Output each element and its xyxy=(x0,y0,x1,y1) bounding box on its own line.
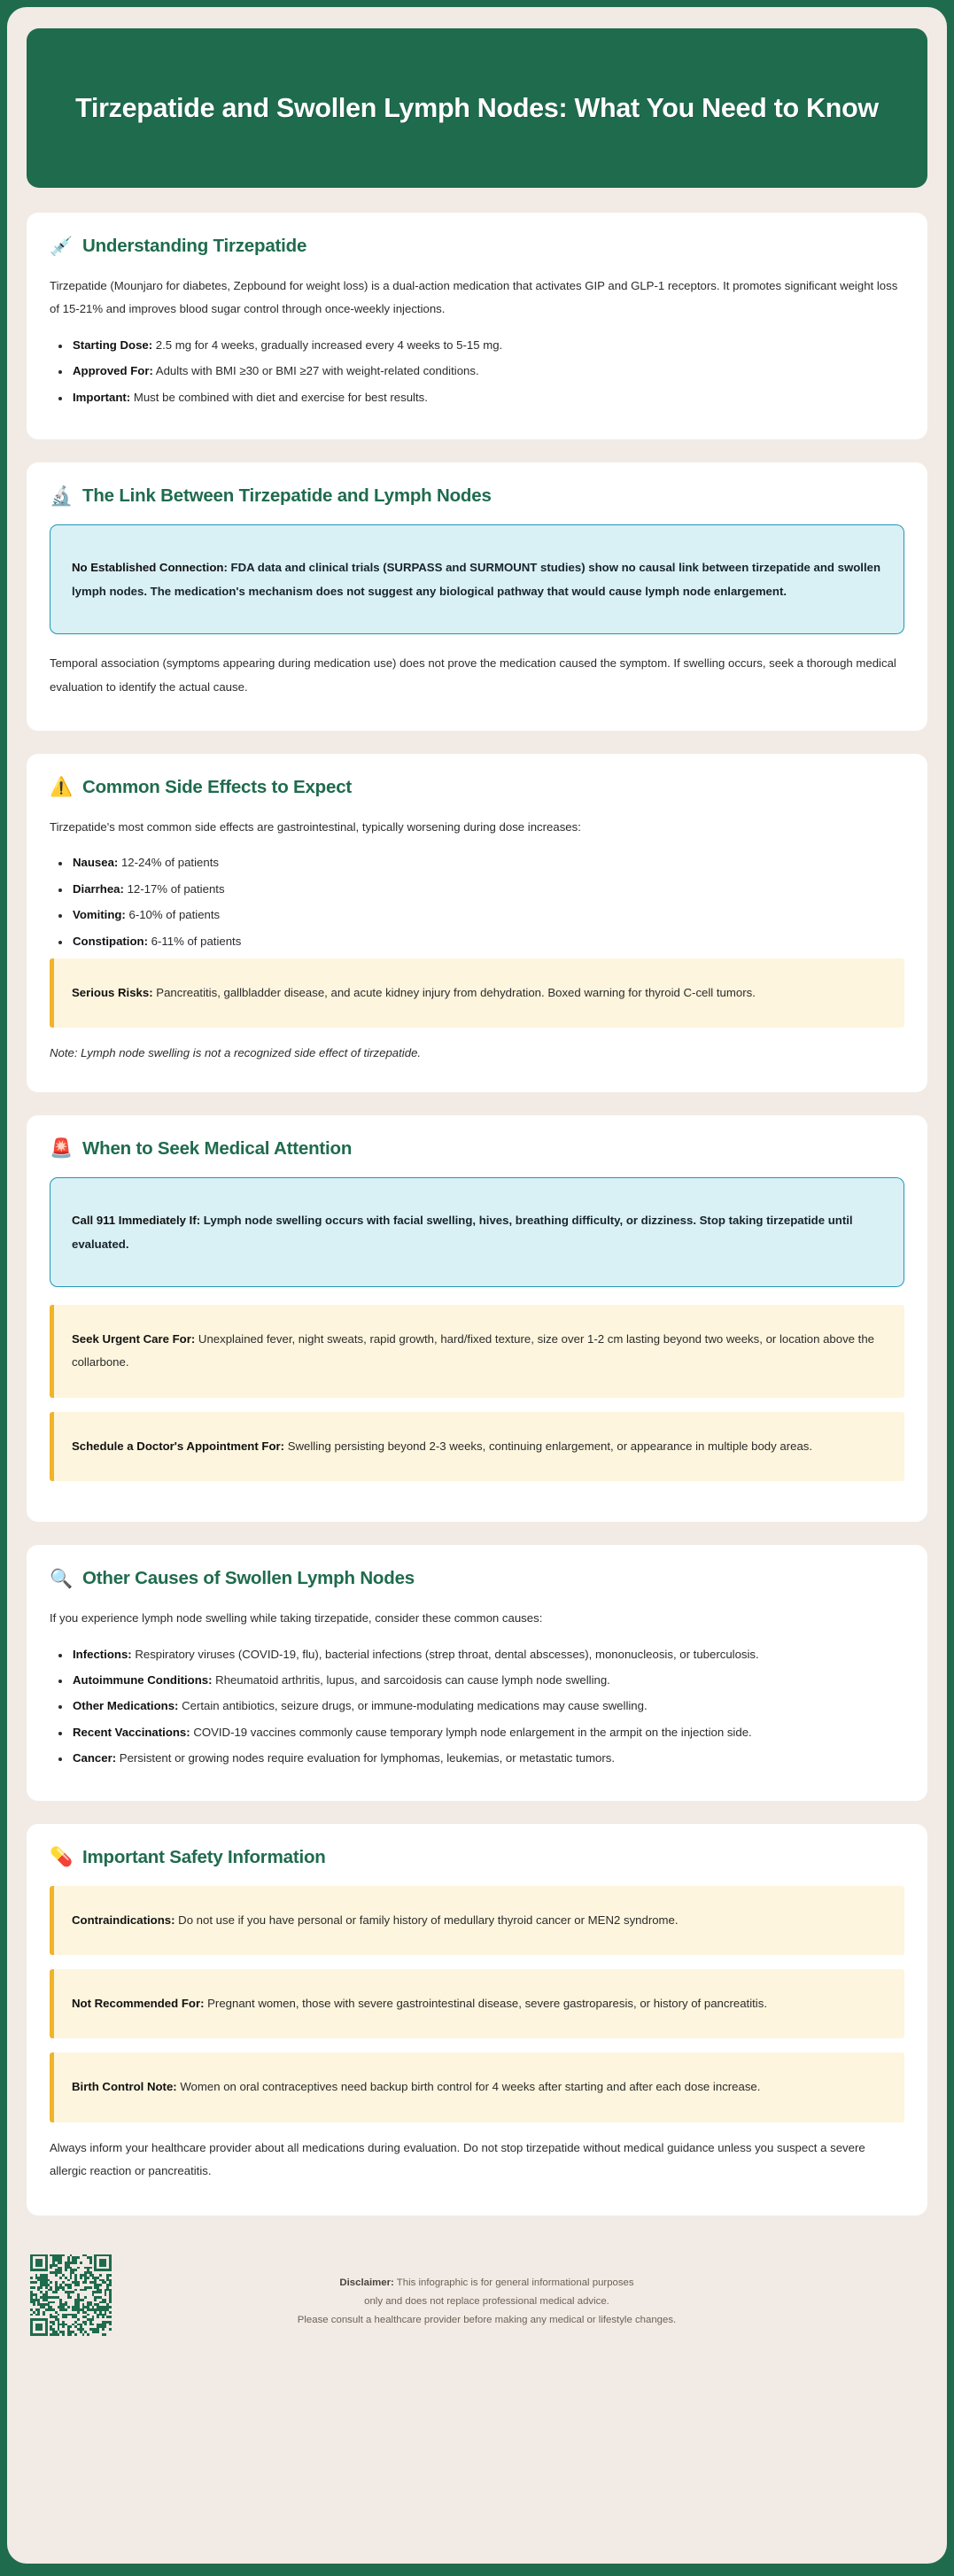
section-note: Note: Lymph node swelling is not a recognized side effect of tirzepatide. xyxy=(50,1046,422,1060)
section-other-causes xyxy=(27,1545,927,1800)
list-item-text: Respiratory viruses (COVID-19, flu), bacterial infections (strep throat, dental abscesses), mononucleosis, or tuberculosis. xyxy=(131,1647,759,1661)
list-item xyxy=(50,1669,904,1692)
info-callout-no-connection xyxy=(50,524,904,634)
section-understanding-tirzepatide xyxy=(27,213,927,439)
list-item-text: Must be combined with diet and exercise for best results. xyxy=(130,390,428,404)
callout-text xyxy=(72,982,885,1005)
section-when-to-seek-medical-attention xyxy=(27,1115,927,1522)
infographic-sheet xyxy=(7,7,947,2564)
callout-body: Pancreatitis, gallbladder disease, and acute kidney injury from dehydration. Boxed warning for thyroid C-cell tumors. xyxy=(152,986,756,999)
warning-callout-doctor-appointment xyxy=(50,1412,904,1481)
syringe-icon: 💉 xyxy=(50,236,74,257)
qr-code xyxy=(30,2254,112,2336)
warning-callout-urgent-care xyxy=(50,1305,904,1398)
callout-text xyxy=(72,1909,885,1932)
list-item-label: Diarrhea: xyxy=(73,881,124,896)
section-header xyxy=(50,1568,904,1589)
section-outro-text: Always inform your healthcare provider about all medications during evaluation. Do not stop tirzepatide without medical guidance unless you suspect a severe allergic reaction or pancreatitis. xyxy=(50,2140,865,2178)
list-item xyxy=(50,930,904,953)
list-item-text: COVID-19 vaccines commonly cause temporary lymph node enlargement in the armpit on the injection side. xyxy=(190,1725,752,1739)
section-title: When to Seek Medical Attention xyxy=(82,1137,353,1159)
list-item xyxy=(50,851,904,874)
list-item-label: Starting Dose: xyxy=(73,338,153,352)
emergency-light-icon: 🚨 xyxy=(50,1138,74,1160)
disclaimer-line-1 xyxy=(112,2274,862,2293)
list-item-label: Important: xyxy=(73,390,131,404)
callout-label: Serious Risks: xyxy=(72,986,153,999)
section-outro-text: Temporal association (symptoms appearing during medication use) does not prove the medication caused the symptom. If swelling occurs, seek a thorough medical evaluation to identify the actual cause. xyxy=(50,656,896,694)
callout-label: No Established Connection: xyxy=(72,561,228,575)
list-item xyxy=(50,1721,904,1744)
list-item-text: 6-11% of patients xyxy=(147,934,242,948)
section-header xyxy=(50,1847,904,1868)
disclaimer-label: Disclaimer: xyxy=(339,2277,394,2288)
warning-callout-birth-control xyxy=(50,2052,904,2122)
footer xyxy=(27,2238,927,2359)
list-item-label: Infections: xyxy=(73,1647,132,1661)
list-item xyxy=(50,904,904,927)
callout-label: Contraindications: xyxy=(72,1913,175,1927)
list-item xyxy=(50,334,904,357)
section-header xyxy=(50,236,904,257)
callout-body: Unexplained fever, night sweats, rapid growth, hard/fixed texture, size over 1-2 cm lasting beyond two weeks, or location above the collarbone. xyxy=(72,1331,875,1369)
list-item-text: 12-24% of patients xyxy=(118,856,219,870)
list-item-label: Other Medications: xyxy=(73,1699,179,1713)
warning-callout-not-recommended xyxy=(50,1969,904,2038)
list-item-text: 12-17% of patients xyxy=(123,881,225,896)
dosage-list xyxy=(50,334,904,409)
callout-text xyxy=(72,1208,882,1256)
list-item-text: Adults with BMI ≥30 or BMI ≥27 with weight-related conditions. xyxy=(152,364,479,378)
callout-body: FDA data and clinical trials (SURPASS and SURMOUNT studies) show no causal link between tirzepatide and swollen lymph nodes. The medication's mechanism does not suggest any biological pathway that would cause lymph node enlargement. xyxy=(72,561,881,599)
section-intro-text: Tirzepatide's most common side effects are gastrointestinal, typically worsening during dose increases: xyxy=(50,819,581,834)
list-item-text: Persistent or growing nodes require evaluation for lymphomas, leukemias, or metastatic tumors. xyxy=(116,1751,616,1765)
list-item-text: Rheumatoid arthritis, lupus, and sarcoidosis can cause lymph node swelling. xyxy=(212,1672,610,1687)
pill-icon: 💊 xyxy=(50,1847,74,1868)
warning-callout-contraindications xyxy=(50,1886,904,1955)
callout-body: Lymph node swelling occurs with facial swelling, hives, breathing difficulty, or dizziness. Stop taking tirzepatide until evaluated. xyxy=(72,1213,853,1251)
list-item xyxy=(50,386,904,409)
section-header xyxy=(50,485,904,507)
list-item-text: 2.5 mg for 4 weeks, gradually increased every 4 weeks to 5-15 mg. xyxy=(152,338,503,352)
list-item-label: Vomiting: xyxy=(73,908,126,922)
section-intro-text: If you experience lymph node swelling while taking tirzepatide, consider these common causes: xyxy=(50,1611,543,1626)
callout-body: Swelling persisting beyond 2-3 weeks, continuing enlargement, or appearance in multiple body areas. xyxy=(284,1439,813,1453)
section-important-safety-information xyxy=(27,1824,927,2215)
info-callout-call-911 xyxy=(50,1177,904,1287)
callout-label: Call 911 Immediately If: xyxy=(72,1213,201,1227)
side-effect-list xyxy=(50,851,904,953)
callout-text xyxy=(72,555,882,603)
section-title: Understanding Tirzepatide xyxy=(82,236,307,256)
callout-label: Not Recommended For: xyxy=(72,1997,205,2010)
section-title: The Link Between Tirzepatide and Lymph Nodes xyxy=(82,485,492,507)
callout-label: Seek Urgent Care For: xyxy=(72,1331,196,1346)
section-header xyxy=(50,777,904,798)
list-item-label: Approved For: xyxy=(73,364,153,378)
callout-body: Women on oral contraceptives need backup birth control for 4 weeks after starting and after each dose increase. xyxy=(176,2080,761,2094)
section-title: Common Side Effects to Expect xyxy=(82,776,353,797)
list-item xyxy=(50,1747,904,1770)
list-item xyxy=(50,1695,904,1718)
callout-label: Birth Control Note: xyxy=(72,2080,177,2094)
callout-text xyxy=(72,2076,885,2099)
disclaimer-line-2: only and does not replace professional medical advice. xyxy=(364,2295,609,2307)
list-item-label: Cancer: xyxy=(73,1751,117,1765)
other-causes-list xyxy=(50,1643,904,1771)
callout-text xyxy=(72,1328,885,1375)
section-tirzepatide-lymph-link xyxy=(27,462,927,731)
section-title: Other Causes of Swollen Lymph Nodes xyxy=(82,1568,415,1589)
list-item-label: Constipation: xyxy=(73,934,148,948)
callout-text xyxy=(72,1435,885,1458)
section-intro-text: Tirzepatide (Mounjaro for diabetes, Zepbound for weight loss) is a dual-action medication that activates GIP and GLP-1 receptors. It promotes significant weight loss of 15-21% and improves blood sugar control through once-weekly injections. xyxy=(50,279,898,316)
magnifying-glass-icon: 🔍 xyxy=(50,1568,74,1589)
list-item xyxy=(50,360,904,383)
section-title: Important Safety Information xyxy=(82,1846,326,1867)
disclaimer xyxy=(112,2254,924,2330)
list-item-text: 6-10% of patients xyxy=(125,908,221,922)
warning-icon: ⚠️ xyxy=(50,777,74,798)
list-item-label: Recent Vaccinations: xyxy=(73,1725,190,1739)
list-item-text: Certain antibiotics, seizure drugs, or immune-modulating medications may cause swelling. xyxy=(178,1699,648,1713)
list-item-label: Autoimmune Conditions: xyxy=(73,1672,213,1687)
list-item xyxy=(50,878,904,901)
disclaimer-line-3: Please consult a healthcare provider before making any medical or lifestyle changes. xyxy=(297,2314,677,2325)
disclaimer-text-1: This infographic is for general informational purposes xyxy=(393,2277,634,2288)
header-banner xyxy=(27,28,927,188)
callout-body: Do not use if you have personal or family history of medullary thyroid cancer or MEN2 syndrome. xyxy=(175,1913,679,1927)
callout-label: Schedule a Doctor's Appointment For: xyxy=(72,1439,285,1453)
list-item xyxy=(50,1643,904,1666)
page-title: Tirzepatide and Swollen Lymph Nodes: What You Need to Know xyxy=(75,92,879,123)
list-item-label: Nausea: xyxy=(73,856,119,870)
microscope-icon: 🔬 xyxy=(50,485,74,507)
warning-callout-serious-risks xyxy=(50,958,904,1028)
section-common-side-effects xyxy=(27,754,927,1092)
callout-body: Pregnant women, those with severe gastrointestinal disease, severe gastroparesis, or history of pancreatitis. xyxy=(204,1997,767,2010)
section-header xyxy=(50,1138,904,1160)
callout-text xyxy=(72,1992,885,2015)
